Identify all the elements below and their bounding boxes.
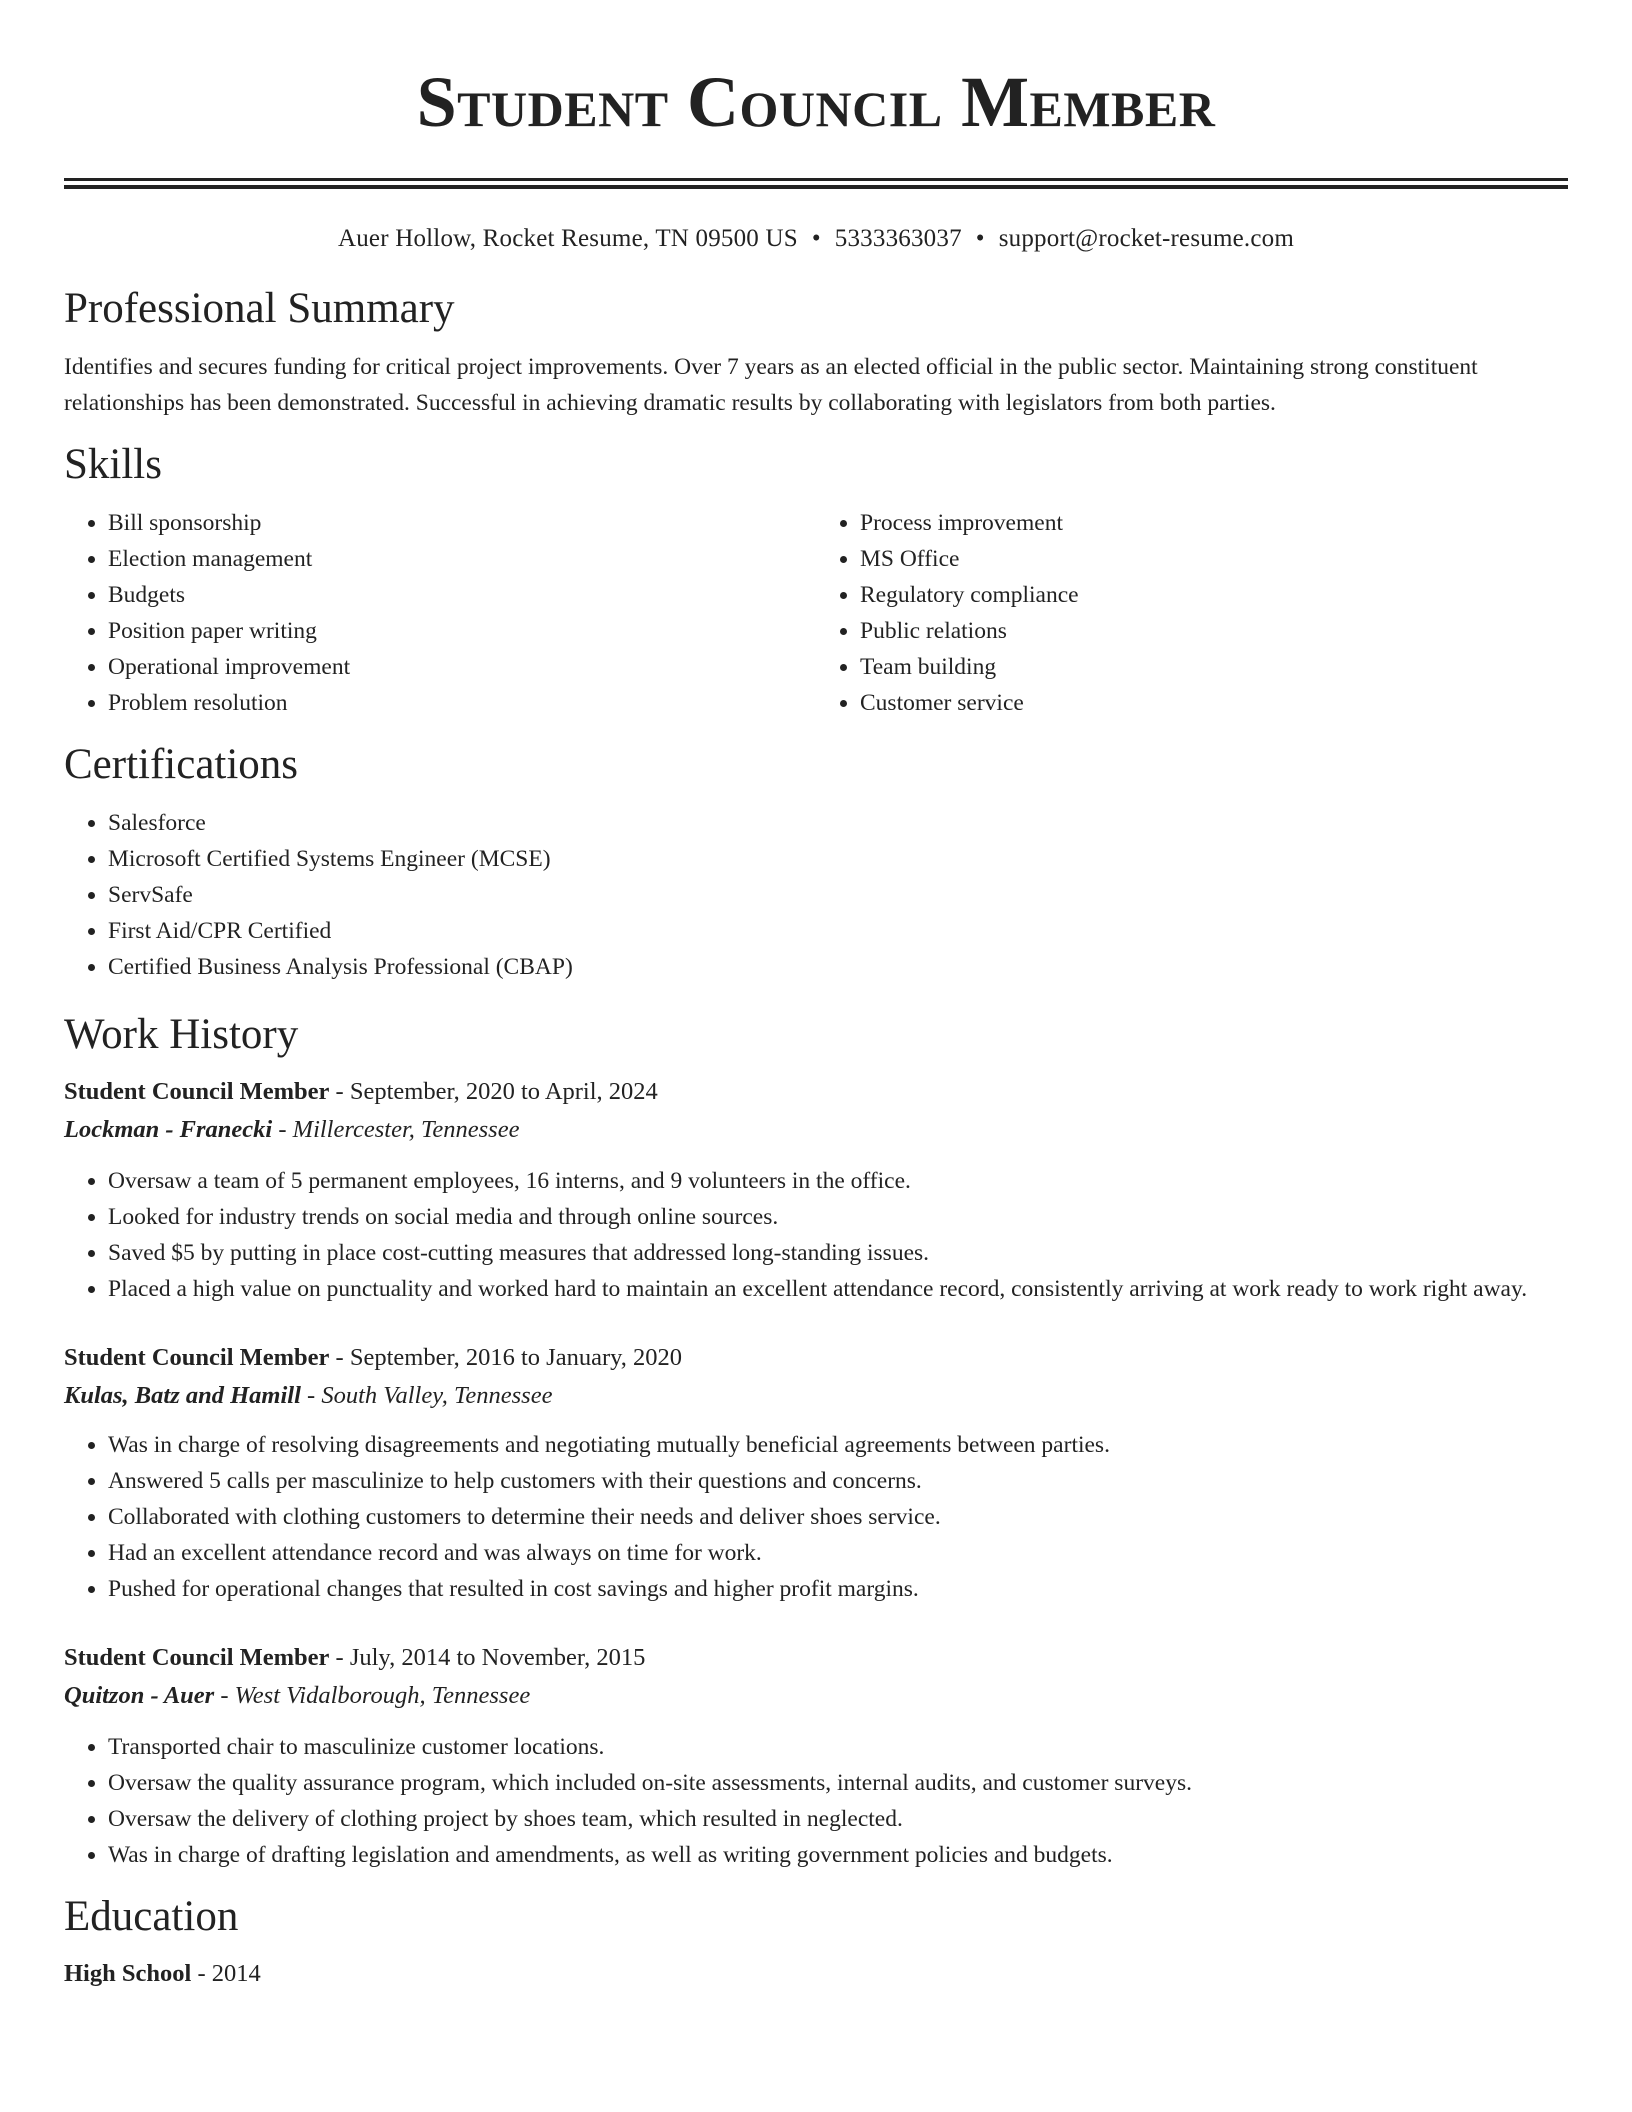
duty-item: • Was in charge of drafting legislation and amendments, as well as writing government policies and budgets. (108, 1837, 1568, 1873)
job-dates: - July, 2014 to November, 2015 (329, 1644, 646, 1671)
title-divider (64, 178, 1568, 189)
contact-separator: • (975, 225, 985, 252)
job-entry (64, 1339, 1568, 1607)
work-history-heading: Work History (64, 1011, 299, 1058)
skills-section (64, 439, 1568, 721)
skills-list-right (816, 505, 1568, 721)
job-company: Lockman - Franecki (64, 1116, 273, 1143)
summary-section (64, 283, 1568, 421)
work-history-section (64, 1009, 1568, 1873)
skill-item: • Process improvement (860, 505, 1568, 541)
skills-heading: Skills (64, 441, 162, 488)
job-dates: - September, 2016 to January, 2020 (329, 1344, 683, 1371)
job-header (64, 1339, 1568, 1377)
skill-item: • Customer service (860, 685, 1568, 721)
job-location: - South Valley, Tennessee (300, 1382, 553, 1409)
skill-item: • Bill sponsorship (108, 505, 816, 541)
job-duties (64, 1427, 1568, 1607)
education-entry (64, 1955, 1568, 1993)
skill-item: • MS Office (860, 541, 1568, 577)
education-degree: High School (64, 1960, 192, 1987)
skill-item: • Position paper writing (108, 613, 816, 649)
certification-item: • Salesforce (108, 805, 1568, 841)
duty-item: • Was in charge of resolving disagreements and negotiating mutually beneficial agreements between parties. (108, 1427, 1568, 1463)
certification-item: • Microsoft Certified Systems Engineer (MCSE) (108, 841, 1568, 877)
skills-list-left (64, 505, 816, 721)
education-heading: Education (64, 1893, 239, 1940)
resume-title: Student Council Member (416, 62, 1216, 142)
job-duties (64, 1163, 1568, 1307)
certification-item: • First Aid/CPR Certified (108, 913, 1568, 949)
skill-item: • Operational improvement (108, 649, 816, 685)
skill-item: • Team building (860, 649, 1568, 685)
skill-item: • Election management (108, 541, 816, 577)
summary-text: Identifies and secures funding for critical project improvements. Over 7 years as an elected official in the public sector. Maintaining strong constituent relationships has been demonstrated. Successful in achieving dramatic results by collaborating with legislators from both parties. (64, 354, 1478, 416)
duty-item: • Looked for industry trends on social media and through online sources. (108, 1199, 1568, 1235)
job-employer (64, 1677, 1568, 1715)
job-employer (64, 1111, 1568, 1149)
contact-address: Auer Hollow, Rocket Resume, TN 09500 US (337, 225, 798, 252)
duty-item: • Collaborated with clothing customers to determine their needs and deliver shoes service. (108, 1499, 1568, 1535)
certifications-list (64, 805, 1568, 985)
duty-item: • Oversaw a team of 5 permanent employees, 16 interns, and 9 volunteers in the office. (108, 1163, 1568, 1199)
skill-item: • Regulatory compliance (860, 577, 1568, 613)
skill-item: • Budgets (108, 577, 816, 613)
duty-item: • Placed a high value on punctuality and worked hard to maintain an excellent attendance record, consistently arriving at work ready to work right away. (108, 1271, 1568, 1307)
job-location: - Millercester, Tennessee (272, 1116, 520, 1143)
duty-item: • Had an excellent attendance record and was always on time for work. (108, 1535, 1568, 1571)
duty-item: • Pushed for operational changes that resulted in cost savings and higher profit margins. (108, 1571, 1568, 1607)
duty-item: • Transported chair to masculinize customer locations. (108, 1729, 1568, 1765)
certification-item: • Certified Business Analysis Professional (CBAP) (108, 949, 1568, 985)
job-company: Quitzon - Auer (64, 1682, 215, 1709)
job-title: Student Council Member (64, 1344, 330, 1371)
education-year: - 2014 (191, 1960, 261, 1987)
job-location: - West Vidalborough, Tennessee (214, 1682, 531, 1709)
job-entry (64, 1073, 1568, 1307)
skills-grid (64, 505, 1568, 721)
duty-item: • Answered 5 calls per masculinize to help customers with their questions and concerns. (108, 1463, 1568, 1499)
job-company: Kulas, Batz and Hamill (64, 1382, 301, 1409)
summary-heading: Professional Summary (64, 285, 455, 332)
duty-item: • Saved $5 by putting in place cost-cutting measures that addressed long-standing issues. (108, 1235, 1568, 1271)
contact-phone[interactable]: 5333363037 (834, 225, 962, 252)
contact-line (64, 223, 1568, 255)
job-dates: - September, 2020 to April, 2024 (329, 1078, 658, 1105)
job-employer (64, 1377, 1568, 1415)
certifications-heading: Certifications (64, 741, 299, 788)
job-title: Student Council Member (64, 1078, 330, 1105)
job-duties (64, 1729, 1568, 1873)
job-header (64, 1639, 1568, 1677)
job-header (64, 1073, 1568, 1111)
duty-item: • Oversaw the quality assurance program, which included on-site assessments, internal audits, and customer surveys. (108, 1765, 1568, 1801)
certifications-section (64, 739, 1568, 985)
certification-item: • ServSafe (108, 877, 1568, 913)
skill-item: • Problem resolution (108, 685, 816, 721)
contact-email[interactable]: support@rocket-resume.com (998, 225, 1295, 252)
contact-separator: • (811, 225, 821, 252)
education-section (64, 1891, 1568, 1993)
job-title: Student Council Member (64, 1644, 330, 1671)
duty-item: • Oversaw the delivery of clothing project by shoes team, which resulted in neglected. (108, 1801, 1568, 1837)
job-entry (64, 1639, 1568, 1873)
skill-item: • Public relations (860, 613, 1568, 649)
